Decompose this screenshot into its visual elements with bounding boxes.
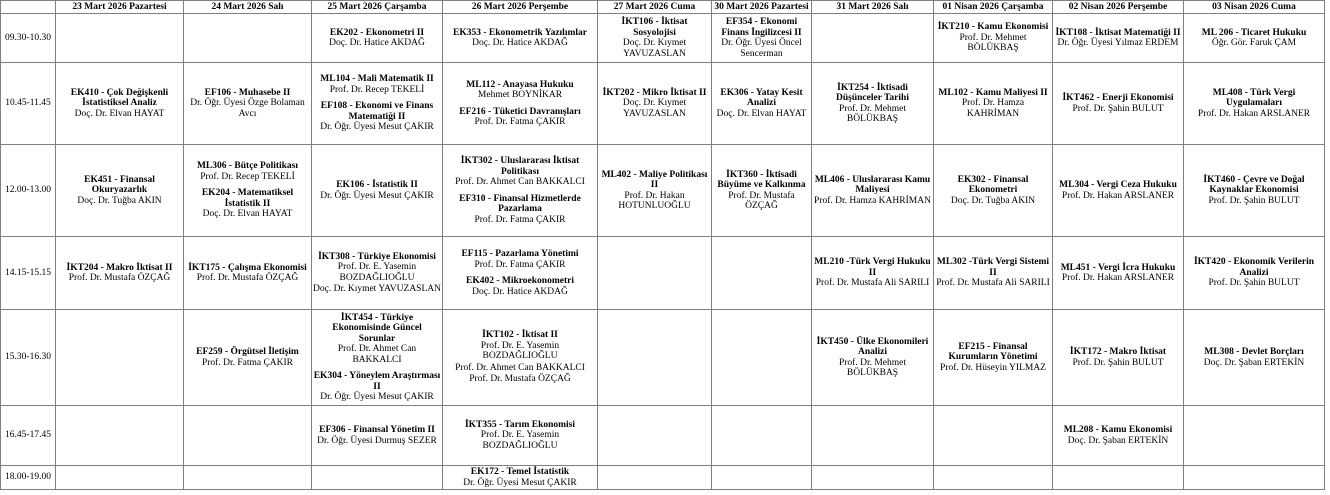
course-name: EK304 - Yöneylem Araştırması II bbox=[313, 371, 441, 392]
exam-entry bbox=[185, 347, 310, 368]
time-slot-label: 09.30-10.30 bbox=[1, 14, 56, 63]
exam-entry bbox=[935, 175, 1051, 207]
exam-entry bbox=[444, 374, 596, 385]
instructor-name: Prof. Dr. Şahin BULUT bbox=[1072, 357, 1164, 368]
instructor-name: Prof. Dr. Fatma ÇAKIR bbox=[474, 117, 566, 127]
course-name: ML210 -Türk Vergi Hukuku II bbox=[814, 257, 931, 278]
schedule-cell bbox=[1053, 466, 1184, 490]
exam-entry bbox=[1185, 28, 1323, 49]
schedule-cell bbox=[812, 145, 934, 237]
course-name: EF216 - Tüketici Davranışları bbox=[459, 106, 581, 117]
instructor-name: Prof. Dr. E. Yasemin BOZDAĞLIOĞLU bbox=[480, 430, 560, 451]
schedule-cell bbox=[1184, 406, 1325, 466]
instructor-name: Dr. Öğr. Üyesi Mesut ÇAKIR bbox=[463, 477, 577, 488]
instructor-name: Doç. Dr. Şaban ERTEKİN bbox=[1067, 435, 1169, 446]
course-name: EK106 - İstatistik II bbox=[336, 180, 418, 190]
exam-entry bbox=[313, 313, 441, 366]
schedule-cell bbox=[184, 406, 312, 466]
instructor-name: Doç. Dr. Kıymet YAVUZASLAN bbox=[313, 284, 441, 294]
course-name: ML102 - Kamu Maliyesi II bbox=[938, 87, 1048, 98]
schedule-cell bbox=[184, 145, 312, 237]
schedule-cell bbox=[312, 310, 443, 406]
schedule-cell bbox=[712, 237, 812, 310]
exam-entry bbox=[444, 107, 596, 128]
course-name: ML304 - Vergi Ceza Hukuku bbox=[1059, 180, 1177, 190]
entry-spacer bbox=[185, 183, 310, 187]
schedule-cell bbox=[598, 145, 712, 237]
course-name: İKT204 - Makro İktisat II bbox=[66, 262, 173, 273]
course-name: İKT355 - Tarım Ekonomisi bbox=[464, 419, 576, 430]
schedule-cell bbox=[1184, 466, 1325, 490]
exam-entry bbox=[313, 425, 441, 446]
corner-cell bbox=[1, 1, 56, 14]
time-slot-row bbox=[1, 310, 1325, 406]
instructor-name: Doç. Dr. Şaban ERTEKİN bbox=[1203, 357, 1305, 368]
schedule-cell bbox=[812, 237, 934, 310]
exam-entry bbox=[444, 28, 596, 49]
instructor-name: Doç. Dr. Elvan HAYAT bbox=[202, 209, 293, 220]
instructor-name: Doç. Dr. Tuğba AKIN bbox=[950, 195, 1036, 206]
course-name: ML 206 - Ticaret Hukuku bbox=[1201, 27, 1307, 38]
schedule-cell bbox=[1184, 63, 1325, 145]
instructor-name: Prof. Dr. Recep TEKELİ bbox=[329, 84, 425, 95]
instructor-name: Prof. Dr. Fatma ÇAKIR bbox=[474, 259, 566, 270]
course-name: İKT172 - Makro İktisat bbox=[1069, 347, 1167, 357]
time-slot-label: 15.30-16.30 bbox=[1, 310, 56, 406]
instructor-name: Prof. Dr. E. Yasemin BOZDAĞLIOĞLU bbox=[480, 340, 560, 362]
schedule-cell bbox=[1184, 237, 1325, 310]
schedule-cell bbox=[812, 63, 934, 145]
exam-entry bbox=[813, 257, 932, 289]
entry-spacer bbox=[313, 96, 441, 100]
exam-entry bbox=[599, 17, 710, 59]
course-name: EK202 - Ekonometri II bbox=[329, 27, 425, 38]
course-name: EF108 - Ekonomi ve Finans Matematiği II bbox=[320, 101, 434, 122]
schedule-cell bbox=[184, 310, 312, 406]
course-name: EF215 - Finansal Kurumların Yönetimi bbox=[948, 341, 1038, 363]
exam-entry bbox=[313, 252, 441, 284]
instructor-name: Prof. Dr. Mustafa ÖZÇAĞ bbox=[196, 273, 299, 283]
exam-entry bbox=[599, 170, 710, 212]
instructor-name: Prof. Dr. E. Yasemin BOZDAĞLIOĞLU bbox=[337, 262, 417, 283]
schedule-cell bbox=[1184, 310, 1325, 406]
exam-entry bbox=[313, 101, 441, 133]
day-header: 27 Mart 2026 Cuma bbox=[598, 1, 712, 14]
schedule-cell bbox=[443, 310, 598, 406]
day-header: 31 Mart 2026 Salı bbox=[812, 1, 934, 14]
course-name: İKT450 - Ülke Ekonomileri Analizi bbox=[816, 336, 929, 357]
day-header: 02 Nisan 2026 Perşembe bbox=[1053, 1, 1184, 14]
time-slot-label: 16.45-17.45 bbox=[1, 406, 56, 466]
time-slot-row bbox=[1, 63, 1325, 145]
entry-spacer bbox=[313, 366, 441, 370]
instructor-name: Prof. Dr. Ahmet Can BAKKALCI bbox=[337, 344, 417, 365]
instructor-name: Prof. Dr. Hakan HOTUNLUOĞLU bbox=[618, 190, 691, 211]
schedule-cell bbox=[934, 237, 1053, 310]
course-name: İKT202 - Mikro İktisat II bbox=[602, 87, 707, 98]
instructor-name: Prof. Dr. Recep TEKELİ bbox=[200, 171, 295, 182]
exam-entry bbox=[1185, 175, 1323, 207]
exam-entry bbox=[185, 161, 310, 182]
instructor-name: Prof. Dr. Mustafa ÖZÇAĞ bbox=[68, 273, 171, 283]
schedule-cell bbox=[56, 14, 184, 63]
instructor-name: Dr. Öğr. Üyesi Yılmaz ERDEM bbox=[1057, 38, 1179, 48]
exam-entry bbox=[935, 257, 1051, 289]
course-name: İKT254 - İktisadi Düşünceler Tarihi bbox=[836, 82, 909, 103]
instructor-name: Prof. Dr. Şahin BULUT bbox=[1208, 195, 1300, 206]
course-name: İKT175 - Çalışma Ekonomisi bbox=[188, 262, 307, 273]
schedule-cell bbox=[56, 63, 184, 145]
time-slot-row bbox=[1, 406, 1325, 466]
instructor-name: Doç. Dr. Elvan HAYAT bbox=[716, 108, 807, 119]
course-name: ML104 - Mali Matematik II bbox=[320, 74, 434, 85]
schedule-cell bbox=[934, 14, 1053, 63]
instructor-name: Doç. Dr. Kıymet YAVUZASLAN bbox=[622, 38, 687, 59]
time-slot-row bbox=[1, 145, 1325, 237]
schedule-cell bbox=[812, 14, 934, 63]
day-header: 24 Mart 2026 Salı bbox=[184, 1, 312, 14]
schedule-cell bbox=[812, 406, 934, 466]
course-name: ML308 - Devlet Borçları bbox=[1204, 347, 1304, 357]
instructor-name: Prof. Dr. Hakan ARSLANER bbox=[1197, 108, 1311, 119]
instructor-name: Prof. Dr. Mustafa ÖZÇAĞ bbox=[728, 190, 795, 211]
instructor-name: Prof. Dr. Mehmet BÖLÜKBAŞ bbox=[838, 357, 907, 378]
time-slot-row bbox=[1, 14, 1325, 63]
exam-entry bbox=[444, 80, 596, 101]
schedule-cell bbox=[312, 63, 443, 145]
course-name: İKT454 - Türkiye Ekonomisinde Güncel Sorunlar bbox=[332, 312, 422, 344]
instructor-name: Prof. Dr. Mustafa ÖZÇAĞ bbox=[469, 374, 571, 385]
instructor-name: Doç. Dr. Elvan HAYAT bbox=[74, 108, 165, 119]
instructor-name: Prof. Dr. Şahin BULUT bbox=[1072, 103, 1164, 114]
instructor-name: Prof. Dr. Mehmet BÖLÜKBAŞ bbox=[838, 103, 907, 124]
instructor-name: Prof. Dr. Hakan ARSLANER bbox=[1061, 190, 1175, 201]
exam-entry bbox=[444, 420, 596, 452]
schedule-cell bbox=[712, 145, 812, 237]
schedule-cell bbox=[184, 237, 312, 310]
exam-entry bbox=[1185, 88, 1323, 120]
schedule-cell bbox=[712, 466, 812, 490]
instructor-name: Prof. Dr. Fatma ÇAKIR bbox=[201, 357, 294, 368]
schedule-cell bbox=[712, 310, 812, 406]
exam-entry bbox=[935, 342, 1051, 374]
schedule-cell bbox=[1053, 63, 1184, 145]
exam-entry bbox=[813, 337, 932, 379]
schedule-cell bbox=[443, 14, 598, 63]
schedule-cell bbox=[1053, 14, 1184, 63]
exam-entry bbox=[444, 467, 596, 488]
schedule-cell bbox=[443, 63, 598, 145]
exam-entry bbox=[57, 88, 182, 120]
schedule-cell bbox=[184, 466, 312, 490]
exam-entry bbox=[1054, 93, 1182, 114]
course-name: İKT460 - Çevre ve Doğal Kaynaklar Ekonomisi bbox=[1203, 174, 1305, 196]
schedule-cell bbox=[934, 63, 1053, 145]
schedule-cell bbox=[1053, 406, 1184, 466]
course-name: ML112 - Anayasa Hukuku bbox=[466, 79, 574, 90]
exam-entry bbox=[313, 28, 441, 49]
course-name: EF310 - Finansal Hizmetlerde Pazarlama bbox=[459, 193, 581, 214]
course-name: EK410 - Çok Değişkenli İstatistiksel Analiz bbox=[70, 87, 169, 109]
schedule-cell bbox=[598, 406, 712, 466]
course-name: EF354 - Ekonomi Finans İngilizcesi II bbox=[721, 17, 802, 38]
exam-entry bbox=[185, 88, 310, 120]
day-header: 23 Mart 2026 Pazartesi bbox=[56, 1, 184, 14]
exam-entry bbox=[313, 74, 441, 95]
instructor-name: Dr. Öğr. Üyesi Öncel Sencerman bbox=[721, 38, 802, 59]
exam-entry bbox=[444, 194, 596, 226]
exam-entry bbox=[313, 180, 441, 201]
schedule-cell bbox=[56, 145, 184, 237]
course-name: EK302 - Finansal Ekonometri bbox=[957, 174, 1029, 196]
course-name: İKT106 - İktisat Sosyolojisi bbox=[621, 17, 688, 38]
schedule-cell bbox=[934, 145, 1053, 237]
schedule-cell bbox=[56, 237, 184, 310]
schedule-cell bbox=[312, 406, 443, 466]
course-name: ML302 -Türk Vergi Sistemi II bbox=[936, 257, 1050, 278]
schedule-cell bbox=[56, 310, 184, 406]
time-slot-row bbox=[1, 466, 1325, 490]
course-name: EF306 - Finansal Yönetim II bbox=[319, 425, 435, 435]
exam-entry bbox=[444, 156, 596, 188]
day-header: 01 Nisan 2026 Çarşamba bbox=[934, 1, 1053, 14]
schedule-cell bbox=[312, 466, 443, 490]
instructor-name: Dr. Öğr. Üyesi Mesut ÇAKIR bbox=[320, 392, 434, 402]
exam-entry bbox=[935, 88, 1051, 120]
course-name: İKT210 - Kamu Ekonomisi bbox=[937, 22, 1049, 33]
time-slot-label: 18.00-19.00 bbox=[1, 466, 56, 490]
instructor-name: Doç. Dr. Hatice AKDAĞ bbox=[472, 38, 568, 48]
course-name: İKT462 - Enerji Ekonomisi bbox=[1062, 93, 1174, 103]
exam-entry bbox=[444, 330, 596, 362]
course-name: ML208 - Kamu Ekonomisi bbox=[1063, 425, 1173, 435]
instructor-name: Doç. Dr. Tuğba AKIN bbox=[77, 195, 162, 206]
course-name: EK353 - Ekonometrik Yazılımlar bbox=[453, 27, 587, 38]
exam-entry bbox=[444, 249, 596, 270]
schedule-cell bbox=[812, 310, 934, 406]
exam-entry bbox=[313, 284, 441, 295]
course-name: EF259 - Örgütsel İletişim bbox=[196, 347, 299, 357]
instructor-name: Prof. Dr. Hamza KAHRİMAN bbox=[961, 98, 1025, 119]
schedule-cell bbox=[934, 310, 1053, 406]
schedule-cell bbox=[598, 310, 712, 406]
schedule-cell bbox=[56, 466, 184, 490]
day-header: 25 Mart 2026 Çarşamba bbox=[312, 1, 443, 14]
exam-entry bbox=[1054, 425, 1182, 446]
instructor-name: Dr. Öğr. Üyesi Durmuş SEZER bbox=[317, 435, 437, 446]
schedule-cell bbox=[812, 466, 934, 490]
course-name: ML408 - Türk Vergi Uygulamaları bbox=[1212, 87, 1296, 109]
course-name: EK402 - Mikroekonometri bbox=[465, 276, 574, 286]
header-row bbox=[1, 1, 1325, 14]
exam-entry bbox=[713, 17, 810, 59]
instructor-name: Prof. Dr. Ahmet Can BAKKALCI bbox=[455, 362, 585, 373]
instructor-name: Prof. Dr. Mustafa Ali SARILI bbox=[936, 278, 1050, 289]
schedule-cell bbox=[712, 63, 812, 145]
instructor-name: Mehmet BOYNİKAR bbox=[477, 90, 563, 100]
course-name: ML406 - Uluslararası Kamu Maliyesi bbox=[814, 174, 931, 196]
exam-entry bbox=[1054, 180, 1182, 201]
instructor-name: Dr. Öğr. Üyesi Mesut ÇAKIR bbox=[320, 122, 434, 133]
entry-spacer bbox=[444, 102, 596, 106]
course-name: İKT108 - İktisat Matematiği II bbox=[1055, 27, 1181, 38]
time-slot-label: 12.00-13.00 bbox=[1, 145, 56, 237]
schedule-cell bbox=[598, 14, 712, 63]
schedule-cell bbox=[1053, 310, 1184, 406]
entry-spacer bbox=[444, 189, 596, 193]
exam-entry bbox=[813, 175, 932, 207]
course-name: EK172 - Temel İstatistik bbox=[470, 467, 570, 477]
schedule-cell bbox=[1184, 14, 1325, 63]
exam-entry bbox=[57, 175, 182, 207]
instructor-name: Öğr. Gör. Faruk ÇAM bbox=[1211, 38, 1297, 48]
schedule-cell bbox=[1053, 237, 1184, 310]
schedule-cell bbox=[312, 237, 443, 310]
course-name: İKT420 - Ekonomik Verilerin Analizi bbox=[1193, 257, 1315, 278]
instructor-name: Doç. Dr. Kıymet YAVUZASLAN bbox=[622, 98, 687, 119]
exam-entry bbox=[713, 88, 810, 120]
schedule-cell bbox=[443, 145, 598, 237]
course-name: EK204 - Matematiksel İstatistik II bbox=[201, 188, 294, 209]
course-name: ML451 - Vergi İcra Hukuku bbox=[1060, 262, 1176, 273]
schedule-cell bbox=[443, 466, 598, 490]
instructor-name: Prof. Dr. Mustafa Ali SARILI bbox=[815, 278, 930, 289]
schedule-cell bbox=[712, 406, 812, 466]
exam-entry bbox=[1054, 347, 1182, 368]
schedule-cell bbox=[598, 466, 712, 490]
exam-entry bbox=[599, 88, 710, 120]
schedule-cell bbox=[598, 63, 712, 145]
exam-entry bbox=[444, 363, 596, 374]
schedule-cell bbox=[1184, 145, 1325, 237]
instructor-name: Prof. Dr. Hüseyin YILMAZ bbox=[940, 362, 1046, 373]
instructor-name: Dr. Öğr. Üyesi Mesut ÇAKIR bbox=[320, 190, 434, 201]
schedule-cell bbox=[184, 63, 312, 145]
exam-entry bbox=[57, 263, 182, 284]
exam-entry bbox=[185, 263, 310, 284]
course-name: EK306 - Yatay Kesit Analizi bbox=[720, 87, 803, 109]
instructor-name: Doç. Dr. Hatice AKDAĞ bbox=[329, 38, 425, 48]
course-name: EF106 - Muhasebe II bbox=[204, 87, 291, 98]
course-name: EK451 - Finansal Okuryazarlık bbox=[84, 174, 155, 196]
exam-entry bbox=[1185, 257, 1323, 289]
course-name: ML402 - Maliye Politikası II bbox=[601, 169, 708, 190]
schedule-cell bbox=[312, 145, 443, 237]
course-name: İKT302 - Uluslararası İktisat Politikası bbox=[460, 156, 580, 177]
instructor-name: Prof. Dr. Şahin BULUT bbox=[1208, 278, 1300, 289]
exam-entry bbox=[1185, 347, 1323, 368]
instructor-name: Prof. Dr. Hamza KAHRİMAN bbox=[814, 195, 931, 206]
exam-entry bbox=[185, 188, 310, 220]
course-name: İKT102 - İktisat II bbox=[482, 330, 558, 341]
entry-spacer bbox=[444, 271, 596, 275]
exam-entry bbox=[313, 371, 441, 403]
course-name: EF115 - Pazarlama Yönetimi bbox=[461, 249, 579, 259]
instructor-name: Doç. Dr. Hatice AKDAĞ bbox=[472, 286, 568, 297]
instructor-name: Prof. Dr. Fatma ÇAKIR bbox=[474, 214, 566, 225]
time-slot-label: 10.45-11.45 bbox=[1, 63, 56, 145]
schedule-cell bbox=[934, 466, 1053, 490]
schedule-cell bbox=[56, 406, 184, 466]
exam-entry bbox=[1054, 263, 1182, 284]
time-slot-label: 14.15-15.15 bbox=[1, 237, 56, 310]
schedule-cell bbox=[712, 14, 812, 63]
course-name: İKT360 - İktisadi Büyüme ve Kalkınma bbox=[717, 169, 806, 190]
exam-entry bbox=[713, 170, 810, 212]
instructor-name: Prof. Dr. Ahmet Can BAKKALCI bbox=[455, 177, 585, 187]
schedule-cell bbox=[1053, 145, 1184, 237]
schedule-cell bbox=[184, 14, 312, 63]
schedule-cell bbox=[312, 14, 443, 63]
schedule-cell bbox=[598, 237, 712, 310]
day-header: 03 Nisan 2026 Cuma bbox=[1184, 1, 1325, 14]
schedule-cell bbox=[443, 406, 598, 466]
exam-entry bbox=[813, 83, 932, 125]
schedule-cell bbox=[934, 406, 1053, 466]
exam-entry bbox=[935, 22, 1051, 54]
exam-entry bbox=[444, 276, 596, 297]
instructor-name: Prof. Dr. Mehmet BÖLÜKBAŞ bbox=[959, 32, 1027, 54]
day-header: 26 Mart 2026 Perşembe bbox=[443, 1, 598, 14]
schedule-cell bbox=[443, 237, 598, 310]
exam-entry bbox=[1054, 28, 1182, 49]
course-name: ML306 - Bütçe Politikası bbox=[196, 161, 299, 172]
instructor-name: Dr. Öğr. Üyesi Özge Bolaman Avcı bbox=[190, 98, 305, 119]
course-name: İKT308 - Türkiye Ekonomisi bbox=[318, 251, 436, 262]
time-slot-row bbox=[1, 237, 1325, 310]
instructor-name: Prof. Dr. Hakan ARSLANER bbox=[1061, 273, 1175, 283]
day-header: 30 Mart 2026 Pazartesi bbox=[712, 1, 812, 14]
